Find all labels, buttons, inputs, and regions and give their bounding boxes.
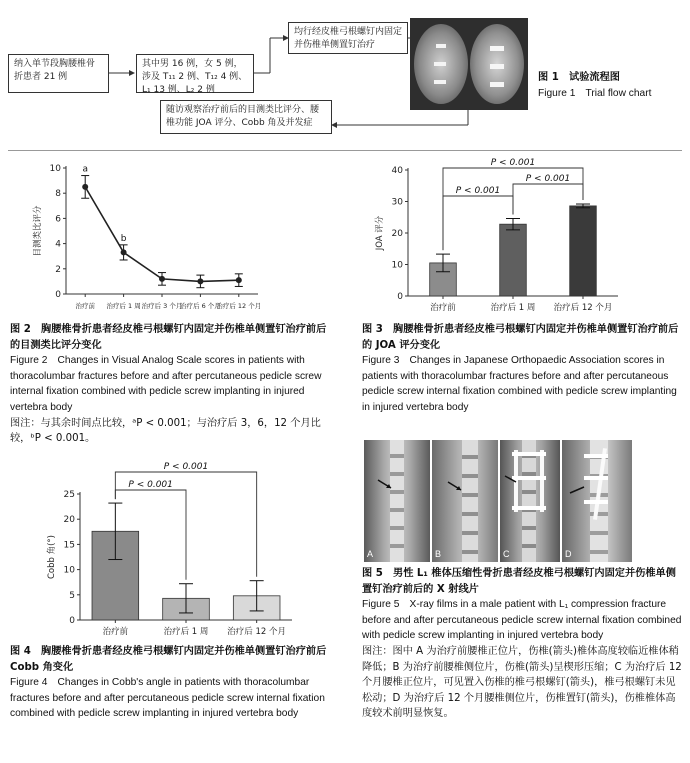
x-tick-label: 治疗后 3 个月: [141, 302, 183, 310]
data-point: [236, 277, 242, 283]
point-annotation: b: [120, 233, 127, 244]
y-tick-label: 4: [55, 239, 61, 250]
flow-box-enrollment: [8, 54, 109, 93]
significance-label: P < 0.001: [455, 186, 501, 196]
x-tick-label: 治疗前: [102, 627, 129, 637]
xray-panel-c: [500, 440, 560, 562]
figure3-caption: [362, 322, 684, 416]
flow-box-demographics: [136, 54, 254, 93]
y-axis-label: Cobb 角(°): [47, 534, 57, 580]
y-tick-label: 0: [55, 290, 61, 300]
x-tick-label: 治疗后 1 周: [490, 303, 536, 313]
y-tick-label: 5: [69, 590, 75, 601]
figure1-caption-en: Figure 1 Trial flow chart: [538, 87, 652, 99]
x-tick-label: 治疗后 6 个月: [180, 302, 221, 310]
xray-panel-a: [364, 440, 430, 562]
y-tick-label: 15: [63, 540, 75, 551]
arrow-icon: [376, 478, 396, 492]
x-tick-label: 治疗后 12 个月: [227, 627, 287, 637]
data-point: [159, 276, 165, 282]
bar: [570, 206, 597, 296]
data-point: [121, 249, 127, 255]
figure2-chart: [8, 156, 330, 314]
x-tick-label: 治疗前: [430, 303, 456, 313]
significance-label: P < 0.001: [128, 480, 173, 490]
y-tick-label: 20: [391, 229, 403, 239]
xray-panel-b: [432, 440, 498, 562]
x-tick-label: 治疗后 12 个月: [216, 302, 262, 310]
flow-box-followup-text: 随访观察治疗前后的目测类比评分、腰椎功能 JOA 评分、Cobb 角及并发症: [166, 105, 320, 128]
arrow-icon: [568, 484, 588, 496]
y-tick-label: 2: [55, 264, 61, 275]
figure5-caption-en: Figure 5 X-ray films in a male patient with L₁ compression fracture before and after percutaneous pedicle screw internal fixation combined with pedicle screw implanting in injured vertebra body: [362, 599, 682, 642]
figure3-caption-zh: 图 3 胸腰椎骨折患者经皮椎弓根螺钉内固定并伤椎单侧置钉治疗前后的 JOA 评分变化: [362, 324, 679, 351]
figure1-caption-zh: 图 1 试验流程图: [538, 72, 620, 83]
y-tick-label: 6: [55, 214, 61, 225]
y-tick-label: 0: [69, 616, 75, 626]
data-point: [197, 278, 203, 284]
figure3-caption-en: Figure 3 Changes in Japanese Orthopaedic Association scores in patients with thoracolumbar fractures before and after percutaneous pedicle screw internal fixation combined with pedicle screw implanting in injured vertebra body: [362, 355, 677, 413]
xray-label-c: C: [503, 549, 510, 559]
y-tick-label: 25: [63, 490, 75, 500]
figure4-chart: [8, 460, 330, 638]
figure4-caption-zh: 图 4 胸腰椎骨折患者经皮椎弓根螺钉内固定并伤椎单侧置钉治疗前后 Cobb 角变化: [10, 646, 327, 673]
figure5-note: 图注：图中 A 为治疗前腰椎正位片，伤椎(箭头)椎体高度较临近椎体稍降低；B 为治疗前腰椎侧位片，伤椎(箭头)呈楔形压缩；C 为治疗后 12 个月腰椎正位片，可见置入伤椎的椎弓根螺钉(箭头)，椎弓根螺钉未见松动；D 为治疗后 12 个月腰椎侧位片，伤椎置钉(箭头)，伤椎椎体高度较术前明显恢复。: [362, 645, 682, 720]
significance-label: P < 0.001: [163, 462, 209, 472]
y-tick-label: 8: [55, 189, 61, 200]
significance-label: P < 0.001: [490, 158, 536, 168]
figure2-caption-en: Figure 2 Changes in Visual Analog Scale scores in patients with thoracolumbar fractures before and after percutaneous pedicle screw internal fixation combined with pedicle screw implanting in injured vertebra body: [10, 355, 322, 413]
point-annotation: a: [82, 164, 88, 175]
y-tick-label: 10: [391, 260, 403, 271]
xray-label-d: D: [565, 549, 572, 559]
flow-box-followup: [160, 100, 332, 134]
xray-panel-d: [562, 440, 632, 562]
flow-box-demographics-text: 其中男 16 例，女 5 例，涉及 T₁₁ 2 例、T₁₂ 4 例、L₁ 13 例、L₂ 2 例: [142, 59, 248, 95]
y-axis-label: 目测类比评分: [33, 205, 43, 257]
x-tick-label: 治疗后 1 周: [163, 627, 209, 637]
bar: [500, 224, 527, 296]
flow-box-treatment-text: 均行经皮椎弓根螺钉内固定并伤椎单侧置钉治疗: [294, 27, 403, 50]
significance-label: P < 0.001: [525, 174, 571, 184]
figure3-chart: [360, 156, 682, 316]
figure2-note: 图注：与其余时间点比较，ᵃP < 0.001；与治疗后 3，6，12 个月比较，ᵇP < 0.001。: [10, 417, 321, 445]
y-axis-label: JOA 评分: [375, 215, 385, 251]
xray-label-b: B: [435, 549, 442, 559]
series-line: [85, 187, 239, 282]
arrow-icon: [504, 474, 520, 486]
data-point: [82, 184, 88, 190]
xray-label-a: A: [367, 549, 374, 559]
figure1-caption: [538, 70, 688, 101]
y-tick-label: 40: [391, 166, 403, 176]
y-tick-label: 10: [49, 164, 61, 174]
figure2-caption: [10, 322, 335, 447]
y-tick-label: 10: [63, 565, 75, 576]
top-divider: [8, 150, 682, 151]
figure5-caption: [362, 566, 684, 722]
figure5-caption-zh: 图 5 男性 L₁ 椎体压缩性骨折患者经皮椎弓根螺钉内固定并伤椎单侧置钉治疗前后的 X 射线片: [362, 568, 676, 595]
arrow-icon: [446, 480, 466, 494]
y-tick-label: 0: [397, 292, 403, 302]
x-tick-label: 治疗后 12 个月: [553, 303, 613, 313]
x-tick-label: 治疗前: [75, 302, 95, 310]
flow-box-enrollment-text: 纳入单节段胸腰椎骨折患者 21 例: [14, 59, 96, 82]
figure4-caption-en: Figure 4 Changes in Cobb's angle in patients with thoracolumbar fractures before and after percutaneous pedicle screw internal fixation combined with pedicle screw implanting in injured vertebra body: [10, 677, 325, 720]
x-tick-label: 治疗后 1 周: [106, 302, 141, 310]
y-tick-label: 20: [63, 515, 75, 526]
figure2-caption-zh: 图 2 胸腰椎骨折患者经皮椎弓根螺钉内固定并伤椎单侧置钉治疗前后的目测类比评分变化: [10, 324, 327, 351]
y-tick-label: 30: [391, 197, 403, 208]
figure4-caption: [10, 644, 335, 722]
flowchart-xray-image: [410, 18, 528, 110]
flow-box-treatment: [288, 22, 408, 54]
